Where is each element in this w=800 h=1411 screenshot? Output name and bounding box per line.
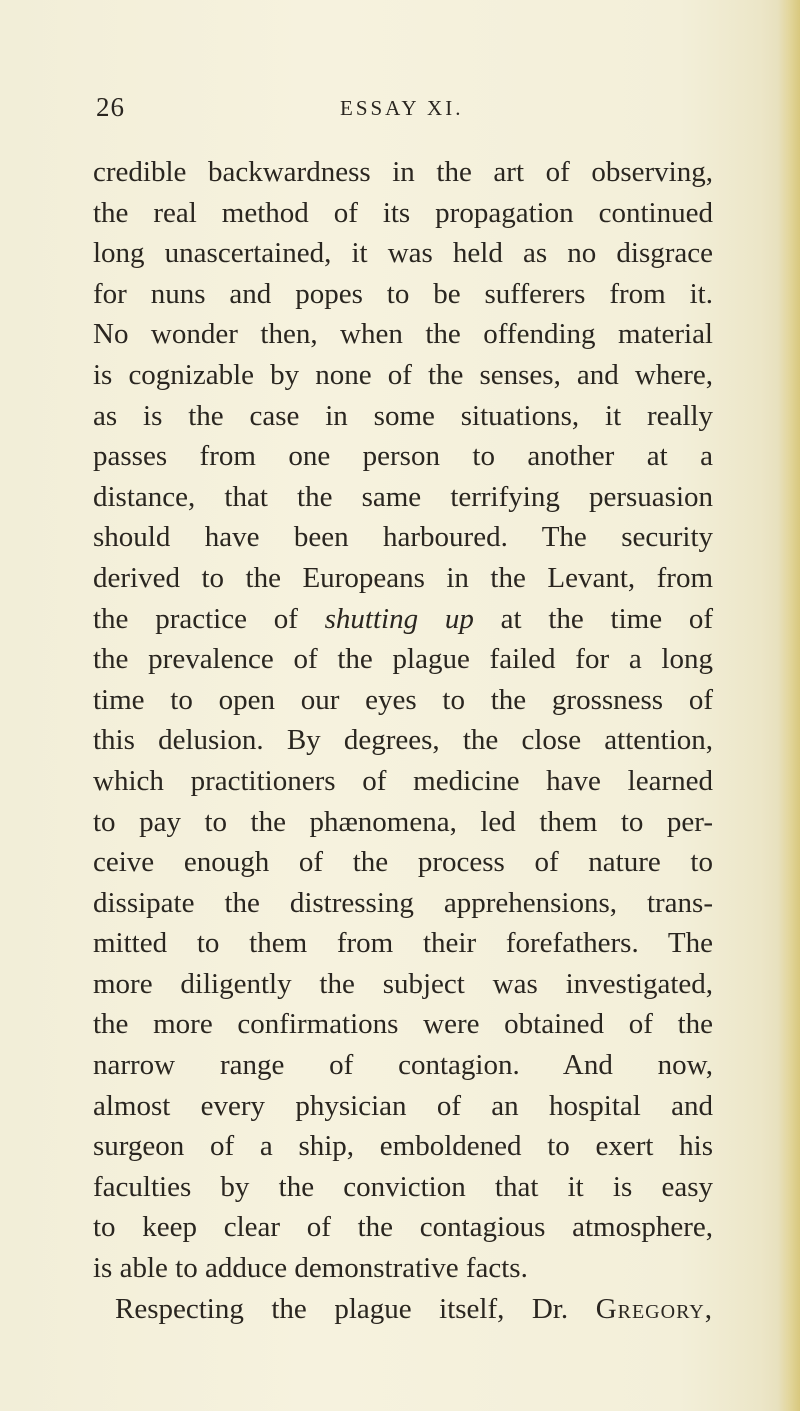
body-text bbox=[93, 152, 713, 1329]
page-edge-shadow bbox=[778, 0, 800, 1411]
text-line: almost every physician of an hospital and bbox=[93, 1089, 713, 1122]
text-line: credible backwardness in the art of observing, bbox=[93, 156, 713, 188]
text-line-mixed bbox=[93, 599, 713, 640]
text-line: should have been harboured. The security bbox=[93, 521, 713, 554]
text-line: is cognizable by none of the senses, and where, bbox=[93, 358, 713, 391]
text-segment: at the time of bbox=[500, 602, 713, 635]
text-line: is able to adduce demonstrative facts. bbox=[93, 1252, 528, 1285]
text-line: time to open our eyes to the grossness of bbox=[93, 683, 713, 716]
text-line: long unascertained, it was held as no disgrace bbox=[93, 237, 713, 270]
text-segment: the practice of bbox=[93, 602, 298, 635]
text-line: distance, that the same terrifying persuasion bbox=[93, 480, 713, 513]
text-segment: Respecting the plague itself, Dr. bbox=[115, 1292, 569, 1325]
text-line: surgeon of a ship, emboldened to exert his bbox=[93, 1130, 713, 1163]
text-line: for nuns and popes to be sufferers from it. bbox=[93, 277, 713, 310]
italic-phrase: shutting up bbox=[324, 602, 474, 635]
text-line: ceive enough of the process of nature to bbox=[93, 846, 713, 879]
text-line: the more confirmations were obtained of the bbox=[93, 1008, 713, 1041]
text-line: more diligently the subject was investigated, bbox=[93, 967, 713, 1000]
text-line: to keep clear of the contagious atmosphere, bbox=[93, 1211, 713, 1244]
text-line: derived to the Europeans in the Levant, from bbox=[93, 561, 713, 594]
text-line: to pay to the phænomena, led them to per- bbox=[93, 805, 713, 838]
text-line: as is the case in some situations, it really bbox=[93, 399, 713, 432]
text-line: this delusion. By degrees, the close attention, bbox=[93, 724, 713, 757]
text-line: mitted to them from their forefathers. The bbox=[93, 927, 713, 960]
small-caps-name: Gregory, bbox=[595, 1292, 714, 1325]
text-line: narrow range of contagion. And now, bbox=[93, 1049, 713, 1082]
text-line: No wonder then, when the offending material bbox=[93, 318, 713, 351]
text-line: which practitioners of medicine have learned bbox=[93, 764, 713, 797]
page-header bbox=[0, 92, 800, 132]
text-line: dissipate the distressing apprehensions, trans- bbox=[93, 886, 713, 919]
running-head: ESSAY XI. bbox=[340, 96, 464, 120]
text-line-mixed bbox=[93, 1289, 713, 1330]
text-line: passes from one person to another at a bbox=[93, 440, 713, 473]
text-line: faculties by the conviction that it is easy bbox=[93, 1170, 713, 1203]
text-line: the real method of its propagation continued bbox=[93, 196, 713, 229]
page-number: 26 bbox=[96, 92, 125, 122]
text-line: the prevalence of the plague failed for a long bbox=[93, 643, 713, 676]
